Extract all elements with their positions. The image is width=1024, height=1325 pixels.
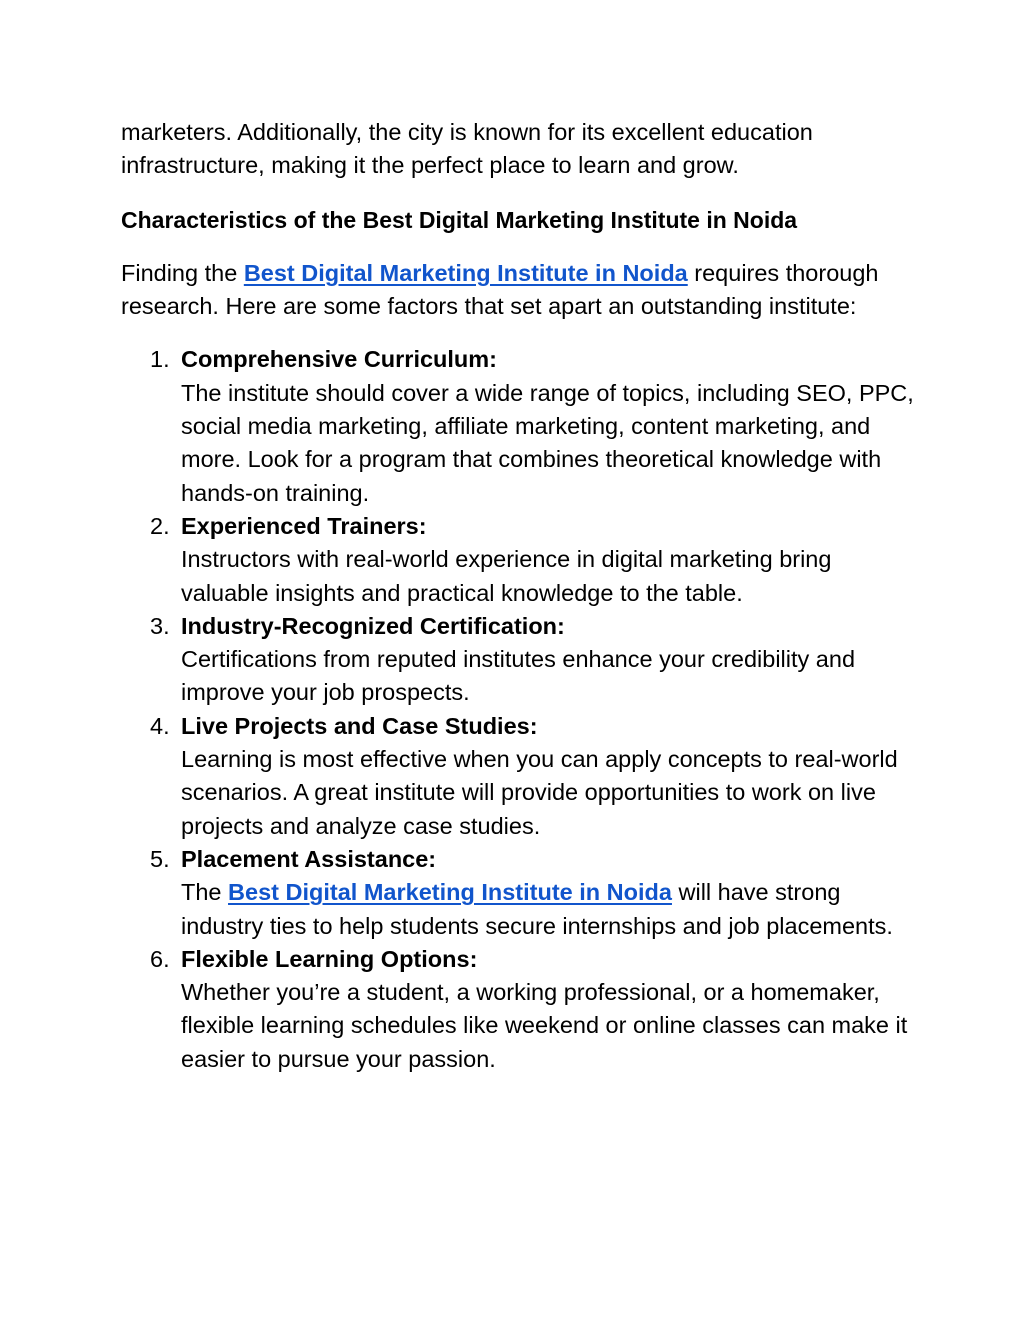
list-number: 6. [150,945,170,972]
factors-list [121,343,921,1076]
institute-link-placement[interactable]: Best Digital Marketing Institute in Noida [228,879,672,906]
list-item [121,610,921,710]
finding-suffix: requires thorough research. Here are some factors that set apart an outstanding institute: [121,259,879,320]
list-item [121,943,921,1076]
section-heading: Characteristics of the Best Digital Marketing Institute in Noida [121,206,798,233]
finding-prefix: Finding the [121,259,244,286]
factor-title: Industry-Recognized Certification: [181,612,565,639]
list-item [121,343,921,509]
factor-description: Instructors with real-world experience in digital marketing bring valuable insights and practical knowledge to the table. [181,546,832,606]
factor-title: Experienced Trainers: [181,512,427,539]
finding-paragraph [121,257,921,324]
list-number: 2. [150,512,170,539]
list-item [121,510,921,610]
institute-link[interactable]: Best Digital Marketing Institute in Noida [243,259,688,286]
factor-description [181,876,921,943]
factor-description: Whether you’re a student, a working professional, or a homemaker, flexible learning schedules like weekend or online classes can make it easier to pursue your passion. [181,979,908,1072]
placement-desc-prefix: The [181,879,229,906]
factor-description: The institute should cover a wide range of topics, including SEO, PPC, social media marketing, affiliate marketing, content marketing, and more. Look for a program that combines theoretical knowledge with hands-on training. [181,379,914,506]
factor-title: Flexible Learning Options: [181,945,478,972]
document-page [121,116,921,1076]
intro-paragraph: marketers. Additionally, the city is known for its excellent education infrastructure, making it the perfect place to learn and grow. [121,119,813,179]
list-number: 5. [150,845,170,872]
list-item [121,843,921,943]
list-item [121,710,921,843]
factor-description: Learning is most effective when you can apply concepts to real-world scenarios. A great institute will provide opportunities to work on live projects and analyze case studies. [181,746,898,839]
factor-title: Placement Assistance: [181,845,437,872]
factor-title: Comprehensive Curriculum: [181,346,498,373]
list-number: 4. [150,712,170,739]
factor-description: Certifications from reputed institutes enhance your credibility and improve your job prospects. [181,646,856,706]
list-number: 3. [150,612,170,639]
factor-title: Live Projects and Case Studies: [181,712,538,739]
placement-desc-suffix: will have strong industry ties to help students secure internships and job placements. [181,879,893,939]
list-number: 1. [150,346,170,373]
